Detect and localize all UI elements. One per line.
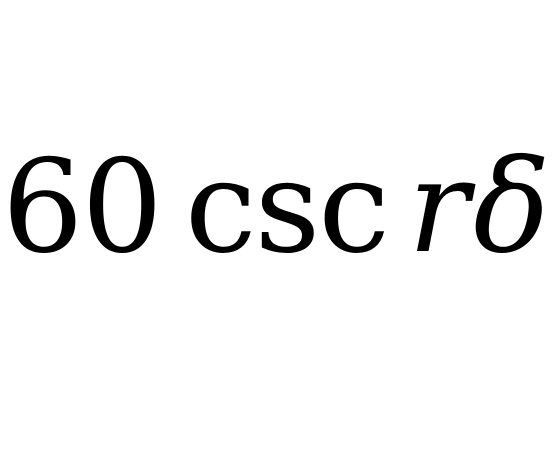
coefficient: 60: [2, 133, 161, 282]
variable-delta: δ: [473, 133, 549, 282]
math-expression: [2, 118, 550, 298]
variable-r: r: [407, 133, 468, 282]
function-name: csc: [184, 133, 388, 282]
